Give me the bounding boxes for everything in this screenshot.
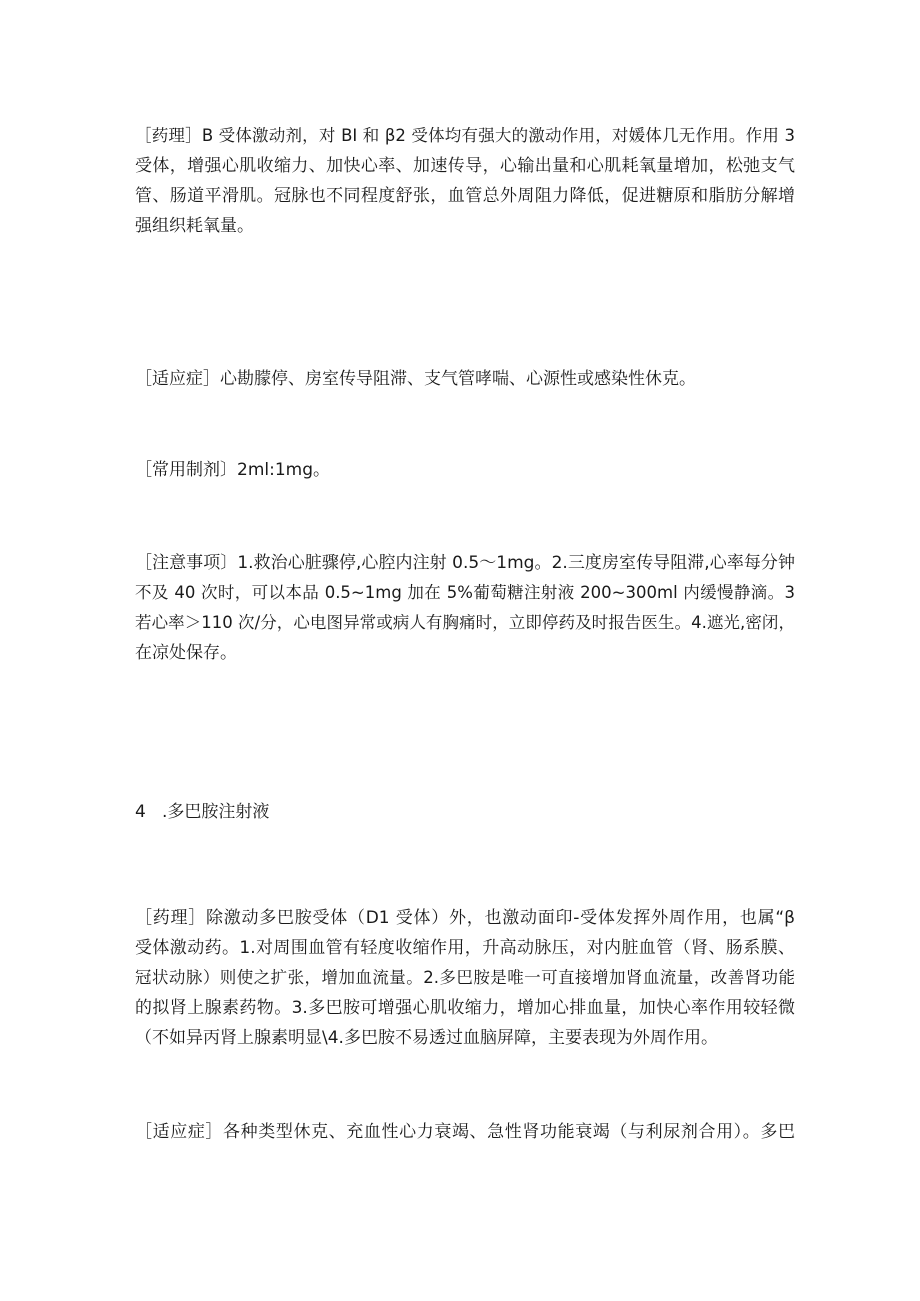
text-line: 强组织耗氧量。 xyxy=(135,216,254,236)
text-line: 管、肠道平滑肌。冠脉也不同程度舒张，血管总外周阻力降低，促进糖原和脂肪分解增 xyxy=(135,186,795,206)
text-line: ［注意事项〕1.救治心脏骤停,心腔内注射 0.5～1mg。2.三度房室传导阻滞,心率每分钟 xyxy=(135,553,795,573)
text-line: 若心率＞110 次/分，心电图异常或病人有胸痛时，立即停药及时报告医生。4.遮光,密闭， xyxy=(135,613,795,632)
text-line: ［适应症］心勘朦停、房室传导阻滞、支气管哮喘、心源性或感染性休克。 xyxy=(135,369,696,389)
text-line: ［药理］除激动多巴胺受体（D1 受体）外，也激动面印-受体发挥外周作用，也属“β xyxy=(135,908,795,928)
text-line: ［常用制剂〕2ml:1mg。 xyxy=(135,460,330,480)
text-line: 的拟肾上腺素药物。3.多巴胺可增强心肌收缩力，增加心排血量，加快心率作用较轻微 xyxy=(135,998,795,1018)
text-line: 受体激动药。1.对周围血管有轻度收缩作用，升高动脉压，对内脏血管（肾、肠系膜、 xyxy=(135,938,795,958)
indication-paragraph-2 xyxy=(135,1117,795,1147)
text-line: （不如异丙肾上腺素明显\4.多巴胺不易透过血脑屏障，主要表现为外周作用。 xyxy=(135,1028,718,1048)
section-heading-dopamine xyxy=(135,797,795,827)
text-line: ［药理］B 受体激动剂，对 BI 和 β2 受体均有强大的激动作用，对媛体几无作用。作用 3 xyxy=(135,126,795,145)
pharmacology-paragraph-2 xyxy=(135,903,795,1053)
preparation-paragraph-1 xyxy=(135,455,795,485)
pharmacology-paragraph-1 xyxy=(135,121,795,241)
text-line: 不及 40 次时，可以本品 0.5~1mg 加在 5%葡萄糖注射液 200~300ml 内缓慢静滴。3 xyxy=(135,583,795,602)
text-line: 在凉处保存。 xyxy=(135,643,237,663)
indication-paragraph-1 xyxy=(135,364,795,394)
text-line: 受体，增强心肌收缩力、加快心率、加速传导，心输出量和心肌耗氧量增加，松弛支气 xyxy=(135,156,795,176)
heading-text: 4 .多巴胺注射液 xyxy=(135,802,270,822)
text-line: ［适应症］各种类型休克、充血性心力衰竭、急性肾功能衰竭（与利尿剂合用）。多巴 xyxy=(135,1122,795,1142)
text-line: 冠状动脉）则使之扩张，增加血流量。2.多巴胺是唯一可直接增加肾血流量，改善肾功能 xyxy=(135,968,795,987)
precautions-paragraph-1 xyxy=(135,548,795,668)
